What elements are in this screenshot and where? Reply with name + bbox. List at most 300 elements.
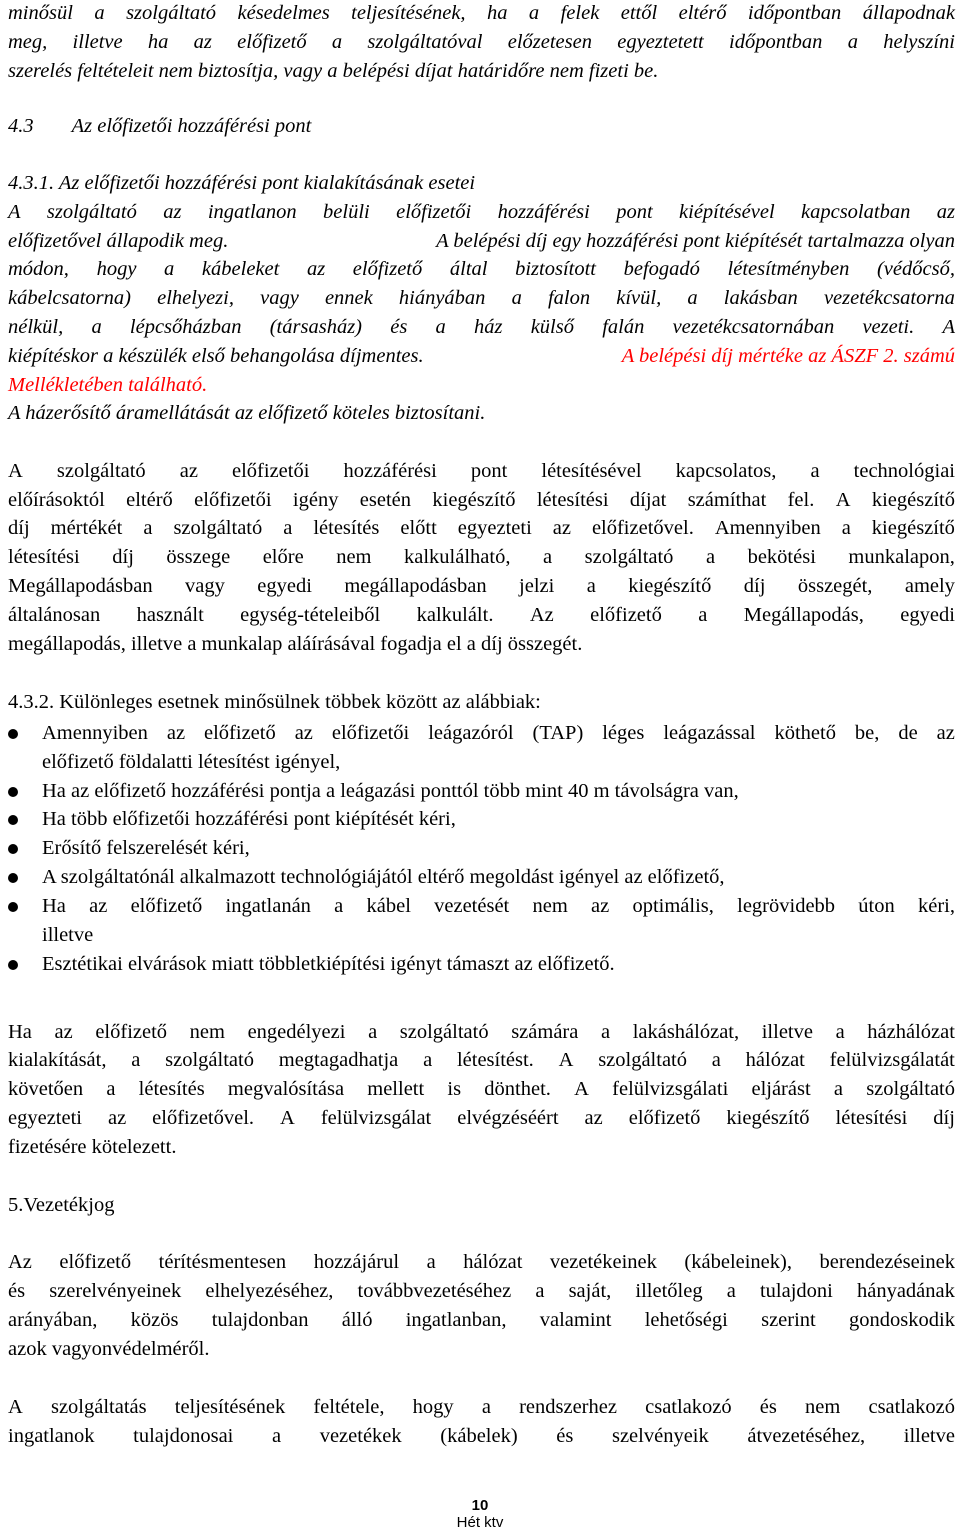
word: a	[810, 460, 820, 482]
word: legrövidebb	[737, 895, 836, 917]
word: A	[8, 460, 23, 482]
word: késedelmes	[237, 2, 330, 24]
word: közös	[130, 1309, 179, 1331]
word: az	[179, 460, 198, 482]
word: (TAP)	[532, 722, 584, 744]
word: előfizetői	[331, 722, 410, 744]
paragraph-line	[8, 1393, 955, 1422]
word: kiegészítő	[871, 517, 955, 539]
word: engedélyezi	[247, 1021, 346, 1043]
word: belüli	[323, 201, 370, 223]
word: megállapodásban	[344, 575, 487, 597]
word: egyeztetett	[617, 31, 704, 53]
paragraph-line	[8, 1104, 955, 1133]
word: előírásoktól	[8, 489, 105, 511]
word: tulajdoni	[759, 1280, 833, 1302]
word: pont	[616, 201, 653, 223]
word: vezeti.	[862, 316, 915, 338]
word: dönthet.	[484, 1078, 551, 1100]
text-run: kiépítéskor a készülék első behangolása díjmentes.	[8, 345, 424, 367]
word: (társasház)	[269, 316, 362, 338]
word: lehetőségi	[644, 1309, 728, 1331]
intro-line: szerelés feltételeit nem biztosítja, vagy a belépési díjat határidőre nem fizeti be.	[8, 60, 659, 82]
word: vezetékeinek	[549, 1251, 657, 1273]
word: A	[8, 201, 21, 223]
word: előfizető	[204, 722, 276, 744]
word: továbbvezetéséhez	[357, 1280, 512, 1302]
intro-line	[8, 0, 955, 28]
word: technológiai	[853, 460, 955, 482]
word: szolgáltató	[598, 1049, 687, 1071]
word: kábeleket	[201, 258, 280, 280]
section-heading-4-3	[8, 112, 311, 141]
word: illetőleg	[635, 1280, 703, 1302]
word: a	[271, 1425, 282, 1447]
word: meg,	[8, 31, 48, 53]
word: köthető	[774, 722, 836, 744]
word: egyedi	[257, 575, 312, 597]
word: saját,	[568, 1280, 612, 1302]
word: befogadó	[623, 258, 700, 280]
word: előfizetői	[396, 201, 472, 223]
word: ingatlanok	[8, 1425, 95, 1447]
word: leágazással	[663, 722, 756, 744]
word: díjat	[629, 489, 667, 511]
bullet-icon	[8, 787, 18, 797]
word: (kábeleinek),	[684, 1251, 792, 1273]
word: ha	[147, 31, 169, 53]
word: egyezteti	[8, 1107, 82, 1129]
word: felülvizsgálati	[612, 1078, 729, 1100]
paragraph-line	[8, 1248, 955, 1277]
word: szerint	[761, 1309, 816, 1331]
bullet-icon	[8, 844, 18, 854]
word: díj	[112, 546, 134, 568]
word: a	[543, 546, 553, 568]
word: gondoskodik	[849, 1309, 955, 1331]
word: a	[698, 604, 708, 626]
word: illetve	[903, 1425, 955, 1447]
word: a	[331, 31, 343, 53]
word: ingatlanon	[207, 201, 297, 223]
word: előtt	[400, 517, 437, 539]
paragraph-line	[8, 1046, 955, 1075]
word: szolgáltató	[584, 546, 674, 568]
word: időpontban	[729, 31, 823, 53]
paragraph-line: azok vagyonvédelméről.	[8, 1338, 210, 1360]
list-item-continuation: illetve	[42, 924, 94, 946]
bullet-icon	[8, 815, 18, 825]
word: leágazóról	[428, 722, 514, 744]
word: szolgáltatás	[50, 1396, 147, 1418]
word: hozzáférési	[497, 201, 590, 223]
word: az	[107, 1107, 127, 1129]
word: teljesítésének	[174, 1396, 286, 1418]
word: mértékét	[50, 517, 123, 539]
word: nem	[532, 895, 568, 917]
word: nélkül,	[8, 316, 64, 338]
word: kívül,	[616, 287, 662, 309]
word: előre	[262, 546, 304, 568]
word: szolgáltatóval	[367, 31, 483, 53]
word: a	[726, 1280, 736, 1302]
word: az	[591, 895, 610, 917]
word: előfizető	[130, 895, 203, 917]
word: megvalósítása	[227, 1078, 345, 1100]
word: térítésmentesen	[158, 1251, 287, 1273]
paragraph-line	[8, 1422, 955, 1451]
word: az	[166, 722, 186, 744]
word: feltétele,	[313, 1396, 385, 1418]
paragraph-line	[8, 313, 955, 342]
word: időpontban	[747, 2, 842, 24]
word: a	[841, 517, 851, 539]
word: és	[556, 1425, 574, 1447]
word: elhelyezéséhez,	[205, 1280, 334, 1302]
word: a	[600, 1021, 611, 1043]
word: szolgáltató	[866, 1078, 955, 1100]
paragraph-line	[8, 342, 955, 371]
paragraph-line	[8, 514, 955, 543]
word: egység-tételeiből	[240, 604, 381, 626]
paragraph-line	[8, 1277, 955, 1306]
word: a	[835, 1021, 845, 1043]
word: előfizető	[59, 1251, 132, 1273]
word: a	[283, 517, 293, 539]
word: és	[390, 316, 408, 338]
word: (védőcső,	[876, 258, 955, 280]
word: vezetékcsatornában	[672, 316, 835, 338]
word: tulajdonban	[211, 1309, 309, 1331]
paragraph-line: Mellékletében található.	[8, 374, 208, 396]
word: az	[193, 31, 212, 53]
word: jelzi	[519, 575, 555, 597]
word: kiegészítő	[432, 489, 516, 511]
word: a	[535, 1280, 545, 1302]
word: A	[558, 1049, 574, 1071]
word: A	[280, 1107, 295, 1129]
word: szolgáltató	[399, 1021, 489, 1043]
word: hozzájárul	[313, 1251, 400, 1273]
word: nem	[805, 1396, 841, 1418]
paragraph-line	[8, 1018, 955, 1047]
word: kapcsolatos,	[675, 460, 777, 482]
list-item: Esztétikai elvárások miatt többletkiépítési igényt támaszt az előfizető.	[42, 953, 615, 975]
list-item: A szolgáltatónál alkalmazott technológiájától eltérő megoldást igényel az előfizető,	[42, 866, 725, 888]
word: a	[847, 31, 858, 53]
word: falon	[547, 287, 591, 309]
word: kiegészítő	[871, 489, 955, 511]
word: ennek	[324, 287, 373, 309]
paragraph-line	[8, 255, 955, 284]
word: vagy	[185, 575, 225, 597]
word: és	[8, 1280, 26, 1302]
word: a	[833, 1078, 843, 1100]
word: szolgáltató	[56, 460, 146, 482]
word: előfizető	[352, 258, 423, 280]
list-item-continuation: előfizető földalatti létesítést igényel,	[42, 751, 341, 773]
word: Ha	[8, 1021, 32, 1043]
word: A	[835, 489, 851, 511]
section-heading-5: 5.Vezetékjog	[8, 1194, 115, 1216]
word: vezetékcsatorna	[823, 287, 955, 309]
word: lakáshálózat,	[632, 1021, 740, 1043]
word: léges	[602, 722, 645, 744]
fee-reference-link: A belépési díj mértéke az ÁSZF 2. számú	[621, 345, 955, 367]
word: vezetését	[434, 895, 510, 917]
word: a	[511, 287, 522, 309]
word: létesítési	[536, 489, 609, 511]
word: összegét,	[797, 575, 873, 597]
word: Amennyiben	[42, 722, 148, 744]
word: bekötési	[747, 546, 816, 568]
paragraph-line	[8, 284, 955, 313]
paragraph-line	[8, 543, 955, 572]
word: esetén	[359, 489, 412, 511]
word: vezetékek	[319, 1425, 402, 1447]
word: az	[936, 722, 955, 744]
word: szolgáltató	[173, 517, 263, 539]
word: A	[574, 1078, 589, 1100]
word: külső	[530, 316, 574, 338]
word: az	[163, 201, 182, 223]
word: eltérő	[678, 2, 727, 24]
word: a	[426, 1251, 436, 1273]
word: díj	[8, 517, 30, 539]
word: szerelvényeinek	[49, 1280, 182, 1302]
word: egyezteti	[457, 517, 532, 539]
word: a	[711, 1049, 721, 1071]
word: az	[89, 895, 108, 917]
word: létesítményben	[727, 258, 850, 280]
word: kábel	[366, 895, 411, 917]
word: szolgáltató	[126, 2, 217, 24]
section-number: 4.3	[8, 115, 34, 137]
list-item: Ha több előfizetői hozzáférési pont kiépítését kéri,	[42, 808, 456, 830]
word: tulajdonosai	[133, 1425, 234, 1447]
word: csatlakozó	[868, 1396, 955, 1418]
word: előzetesen	[507, 31, 592, 53]
word: álló	[341, 1309, 373, 1331]
word: teljesítésének,	[351, 2, 466, 24]
word: biztosított	[515, 258, 596, 280]
word: falán	[602, 316, 645, 338]
word: létesítést.	[456, 1049, 534, 1071]
word: létesítés	[313, 517, 380, 539]
word: házhálózat	[867, 1021, 955, 1043]
word: díj	[933, 1107, 955, 1129]
word: használt	[136, 604, 204, 626]
word: be,	[854, 722, 880, 744]
word: felek	[560, 2, 600, 24]
paragraph-line: megállapodás, illetve a munkalap aláírásával fogadja el a díj összegét.	[8, 633, 583, 655]
word: hiányában	[398, 287, 486, 309]
word: csatlakozó	[645, 1396, 732, 1418]
word: ház	[473, 316, 503, 338]
word: eltérő	[126, 489, 173, 511]
word: módon,	[8, 258, 69, 280]
word: a	[131, 1049, 141, 1071]
word: szolgáltató	[165, 1049, 254, 1071]
word: Amennyiben	[714, 517, 821, 539]
word: az	[306, 258, 326, 280]
word: létesítési	[8, 546, 80, 568]
word: előfizető	[628, 1107, 701, 1129]
word: ettől	[620, 2, 658, 24]
word: ingatlanban,	[405, 1309, 507, 1331]
word: mellett	[367, 1078, 425, 1100]
word: összege	[166, 546, 231, 568]
bullet-icon	[8, 960, 18, 970]
word: létesítésével	[541, 460, 642, 482]
word: Az	[8, 1251, 32, 1273]
word: Ha	[42, 895, 66, 917]
word: Megállapodás,	[743, 604, 864, 626]
word: ingatlanán	[225, 895, 311, 917]
word: lakásban	[723, 287, 798, 309]
word: a	[91, 316, 102, 338]
word: a	[164, 258, 175, 280]
text-run: A belépési díj egy hozzáférési pont kiépítését tartalmazza olyan	[436, 230, 955, 252]
word: a	[334, 895, 344, 917]
word: követően	[8, 1078, 84, 1100]
word: általánosan	[8, 604, 101, 626]
word: előfizetői	[232, 460, 310, 482]
page-number: 10	[471, 1497, 489, 1514]
word: illetve	[72, 31, 123, 53]
word: helyszíni	[883, 31, 955, 53]
word: amely	[904, 575, 955, 597]
word: kiépítésével	[679, 201, 775, 223]
word: hányadának	[856, 1280, 955, 1302]
word: az	[294, 722, 313, 744]
word: hozzáférési	[343, 460, 437, 482]
word: Az	[529, 604, 554, 626]
word: a	[705, 546, 716, 568]
word: az	[552, 517, 571, 539]
list-item	[42, 719, 955, 748]
word: felülvizsgálatát	[829, 1049, 955, 1071]
word: igény	[292, 489, 339, 511]
word: a	[481, 1396, 491, 1418]
word: elvégzéséért	[457, 1107, 559, 1129]
section-heading-4-3-2: 4.3.2. Különleges esetnek minősülnek többek között az alábbiak:	[8, 691, 541, 713]
word: a	[94, 2, 105, 24]
paragraph-line	[8, 601, 955, 630]
word: vagy	[260, 287, 299, 309]
word: egyedi	[900, 604, 955, 626]
word: létesítés	[138, 1078, 205, 1100]
text-run: előfizetővel állapodik meg.	[8, 230, 229, 252]
paragraph-line	[8, 457, 955, 486]
word: elhelyezi,	[157, 287, 234, 309]
word: pont	[470, 460, 508, 482]
word: valamint	[539, 1309, 612, 1331]
footer-text: Hét ktv	[456, 1514, 504, 1531]
paragraph-line	[8, 1075, 955, 1104]
bullet-icon	[8, 873, 18, 883]
word: az	[936, 201, 955, 223]
word: megtagadhatja	[278, 1049, 399, 1071]
word: úton	[858, 895, 895, 917]
word: állapodnak	[862, 2, 955, 24]
paragraph-line	[8, 1306, 955, 1335]
list-item: Ha az előfizető hozzáférési pontja a leágazási ponttól több mint 40 m távolságra van,	[42, 780, 739, 802]
paragraph-line	[8, 486, 955, 515]
word: hogy	[412, 1396, 454, 1418]
list-item: Erősítő felszerelését kéri,	[42, 837, 250, 859]
word: kalkulálható,	[404, 546, 511, 568]
word: kéri,	[917, 895, 955, 917]
word: előfizetői	[194, 489, 272, 511]
word: hogy	[96, 258, 137, 280]
word: az	[584, 1107, 603, 1129]
word: a	[528, 2, 540, 24]
word: illetve	[761, 1021, 813, 1043]
word: arányában,	[8, 1309, 98, 1331]
word: kalkulált.	[416, 604, 494, 626]
word: előfizetővel.	[152, 1107, 255, 1129]
word: de	[898, 722, 918, 744]
word: kiegészítő	[628, 575, 712, 597]
word: kábelcsatorna)	[8, 287, 131, 309]
word: felülvizsgálat	[320, 1107, 432, 1129]
word: ha	[486, 2, 508, 24]
word: (kábelek)	[440, 1425, 518, 1447]
word: az	[54, 1021, 73, 1043]
word: létesítési	[835, 1107, 908, 1129]
paragraph-line: A házerősítő áramellátását az előfizető köteles biztosítani.	[8, 402, 486, 424]
paragraph-line	[8, 198, 955, 227]
word: Megállapodásban	[8, 575, 153, 597]
word: előfizető	[590, 604, 662, 626]
word: által	[449, 258, 488, 280]
section-heading-4-3-1: 4.3.1. Az előfizetői hozzáférési pont kialakításának esetei	[8, 172, 476, 194]
word: A	[8, 1396, 23, 1418]
word: előfizetővel.	[591, 517, 694, 539]
word: fel.	[787, 489, 815, 511]
paragraph-line	[8, 572, 955, 601]
word: nem	[336, 546, 372, 568]
word: is	[447, 1078, 462, 1100]
intro-line	[8, 28, 955, 57]
bullet-icon	[8, 902, 18, 912]
word: a	[423, 1049, 433, 1071]
word: kiegészítő	[726, 1107, 810, 1129]
word: előfizető	[95, 1021, 168, 1043]
word: a	[106, 1078, 116, 1100]
word: lépcsőházban	[129, 316, 242, 338]
word: szolgáltató	[46, 201, 137, 223]
word: szelvényeik	[611, 1425, 709, 1447]
word: hálózat	[745, 1049, 805, 1071]
list-item	[42, 892, 955, 921]
word: kapcsolatban	[801, 201, 911, 223]
word: átvezetéséhez,	[747, 1425, 866, 1447]
word: a	[143, 517, 153, 539]
word: a	[687, 287, 698, 309]
word: a	[368, 1021, 378, 1043]
word: nem	[189, 1021, 225, 1043]
word: eljárást	[751, 1078, 811, 1100]
word: optimális,	[632, 895, 714, 917]
word: díj	[743, 575, 766, 597]
word: a	[435, 316, 446, 338]
word: hálózat	[463, 1251, 523, 1273]
paragraph-line: fizetésére kötelezett.	[8, 1136, 177, 1158]
word: a	[586, 575, 596, 597]
word: és	[759, 1396, 777, 1418]
